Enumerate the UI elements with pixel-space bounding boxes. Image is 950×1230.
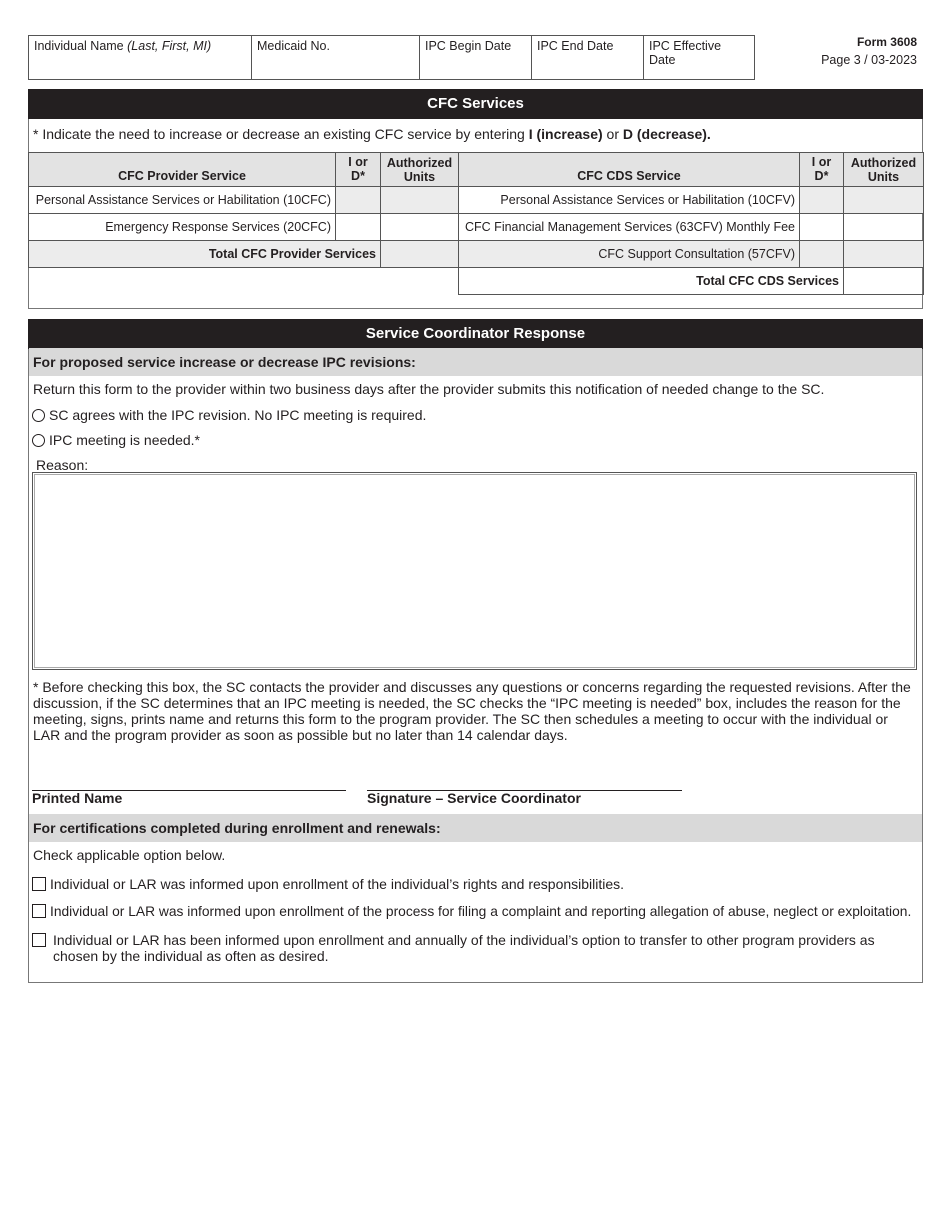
ipc-begin-label: IPC Begin Date: [425, 39, 512, 53]
meeting-label: IPC meeting is needed.*: [49, 432, 200, 448]
table-header-row: [29, 153, 924, 187]
provider-service-label: Personal Assistance Services or Habilitation (10CFC): [29, 187, 336, 214]
revision-subhead: For proposed service increase or decrease IPC revisions:: [29, 348, 922, 376]
certification-label: Individual or LAR was informed upon enrollment of the process for filing a complaint and reporting allegation of abuse, neglect or exploitation.: [50, 904, 912, 919]
individual-name-hint: (Last, First, MI): [127, 39, 212, 53]
col-i-or-d: I or D*: [336, 153, 381, 187]
reason-textarea[interactable]: [32, 472, 917, 670]
certification-checkbox[interactable]: [32, 877, 46, 891]
printed-name-label: Printed Name: [32, 790, 123, 806]
provider-i-or-d-input[interactable]: [336, 214, 381, 241]
medicaid-label: Medicaid No.: [257, 39, 330, 53]
cds-i-or-d-input[interactable]: [800, 214, 844, 241]
footnote: * Before checking this box, the SC contacts the provider and discusses any questions or concerns regarding the requested revisions. After the discussion, if the SC determines that an IPC meeting is needed, the SC checks the “IPC meeting is needed” box, includes the reason for the meeting, signs, prints name and returns this form to the program provider. The SC then schedules a meeting to occur with the individual or LAR and the program provider as soon as possible but no later than 14 calendar days.: [33, 679, 911, 743]
col-provider-service: CFC Provider Service: [29, 153, 336, 187]
reason-label: Reason:: [36, 457, 89, 473]
provider-units-input[interactable]: [381, 187, 459, 214]
table-row: [29, 214, 924, 241]
provider-total-label: Total CFC Provider Services: [29, 241, 381, 268]
cds-service-label: CFC Support Consultation (57CFV): [459, 241, 800, 268]
form-number: Form 3608: [856, 35, 917, 49]
page-info: Page 3 / 03-2023: [821, 53, 917, 67]
cfc-instruction: * Indicate the need to increase or decrease an existing CFC service by entering I (increase) or D (decrease).: [33, 126, 711, 142]
table-row: [29, 241, 924, 268]
col-authorized-units-cds: Authorized Units: [844, 153, 924, 187]
cds-i-or-d-input[interactable]: [800, 187, 844, 214]
signature-label: Signature – Service Coordinator: [367, 790, 581, 806]
certification-checkbox[interactable]: [32, 904, 46, 918]
table-row: [29, 268, 924, 295]
response-title: Service Coordinator Response: [28, 319, 923, 349]
cds-i-or-d-input[interactable]: [800, 241, 844, 268]
provider-total-units-input[interactable]: [381, 241, 459, 268]
cds-total-label: Total CFC CDS Services: [459, 268, 844, 295]
ipc-end-label: IPC End Date: [537, 39, 614, 53]
option-agree[interactable]: [32, 407, 426, 423]
cfc-services-table: [28, 152, 924, 295]
col-cds-service: CFC CDS Service: [459, 153, 800, 187]
cds-total-units-input[interactable]: [844, 268, 924, 295]
provider-units-input[interactable]: [381, 214, 459, 241]
individual-name-label: Individual Name: [34, 39, 124, 53]
table-row: [29, 187, 924, 214]
provider-i-or-d-input[interactable]: [336, 187, 381, 214]
col-authorized-units: Authorized Units: [381, 153, 459, 187]
cds-units-input[interactable]: [844, 214, 924, 241]
col-i-or-d-cds: I or D*: [800, 153, 844, 187]
agree-radio[interactable]: [32, 409, 45, 422]
certifications-subhead: For certifications completed during enrollment and renewals:: [29, 814, 922, 842]
certifications-instruction: Check applicable option below.: [33, 847, 226, 863]
cds-service-label: Personal Assistance Services or Habilitation (10CFV): [459, 187, 800, 214]
meeting-radio[interactable]: [32, 434, 45, 447]
individual-name-field[interactable]: [28, 35, 252, 80]
ipc-begin-date-field[interactable]: [419, 35, 532, 80]
certification-item[interactable]: [32, 932, 918, 964]
certification-label: Individual or LAR was informed upon enrollment of the individual’s rights and responsibilities.: [50, 876, 625, 892]
return-instruction: Return this form to the provider within two business days after the provider submits this notification of needed change to the SC.: [33, 381, 825, 397]
certification-item[interactable]: [32, 904, 911, 920]
medicaid-number-field[interactable]: [251, 35, 420, 80]
provider-service-label: Emergency Response Services (20CFC): [29, 214, 336, 241]
cfc-services-title: CFC Services: [28, 89, 923, 119]
certification-label: Individual or LAR has been informed upon enrollment and annually of the individual’s option to transfer to other program providers as chosen by the individual as often as desired.: [53, 932, 875, 964]
cds-units-input[interactable]: [844, 187, 924, 214]
option-meeting[interactable]: [32, 432, 200, 448]
agree-label: SC agrees with the IPC revision. No IPC meeting is required.: [49, 407, 427, 423]
certification-item[interactable]: [32, 876, 624, 892]
ipc-effective-date-field[interactable]: [643, 35, 755, 80]
cds-units-input[interactable]: [844, 241, 924, 268]
cds-service-label: CFC Financial Management Services (63CFV) Monthly Fee: [459, 214, 800, 241]
ipc-end-date-field[interactable]: [531, 35, 644, 80]
certification-checkbox[interactable]: [32, 933, 46, 947]
ipc-effective-label: IPC Effective Date: [649, 39, 722, 67]
